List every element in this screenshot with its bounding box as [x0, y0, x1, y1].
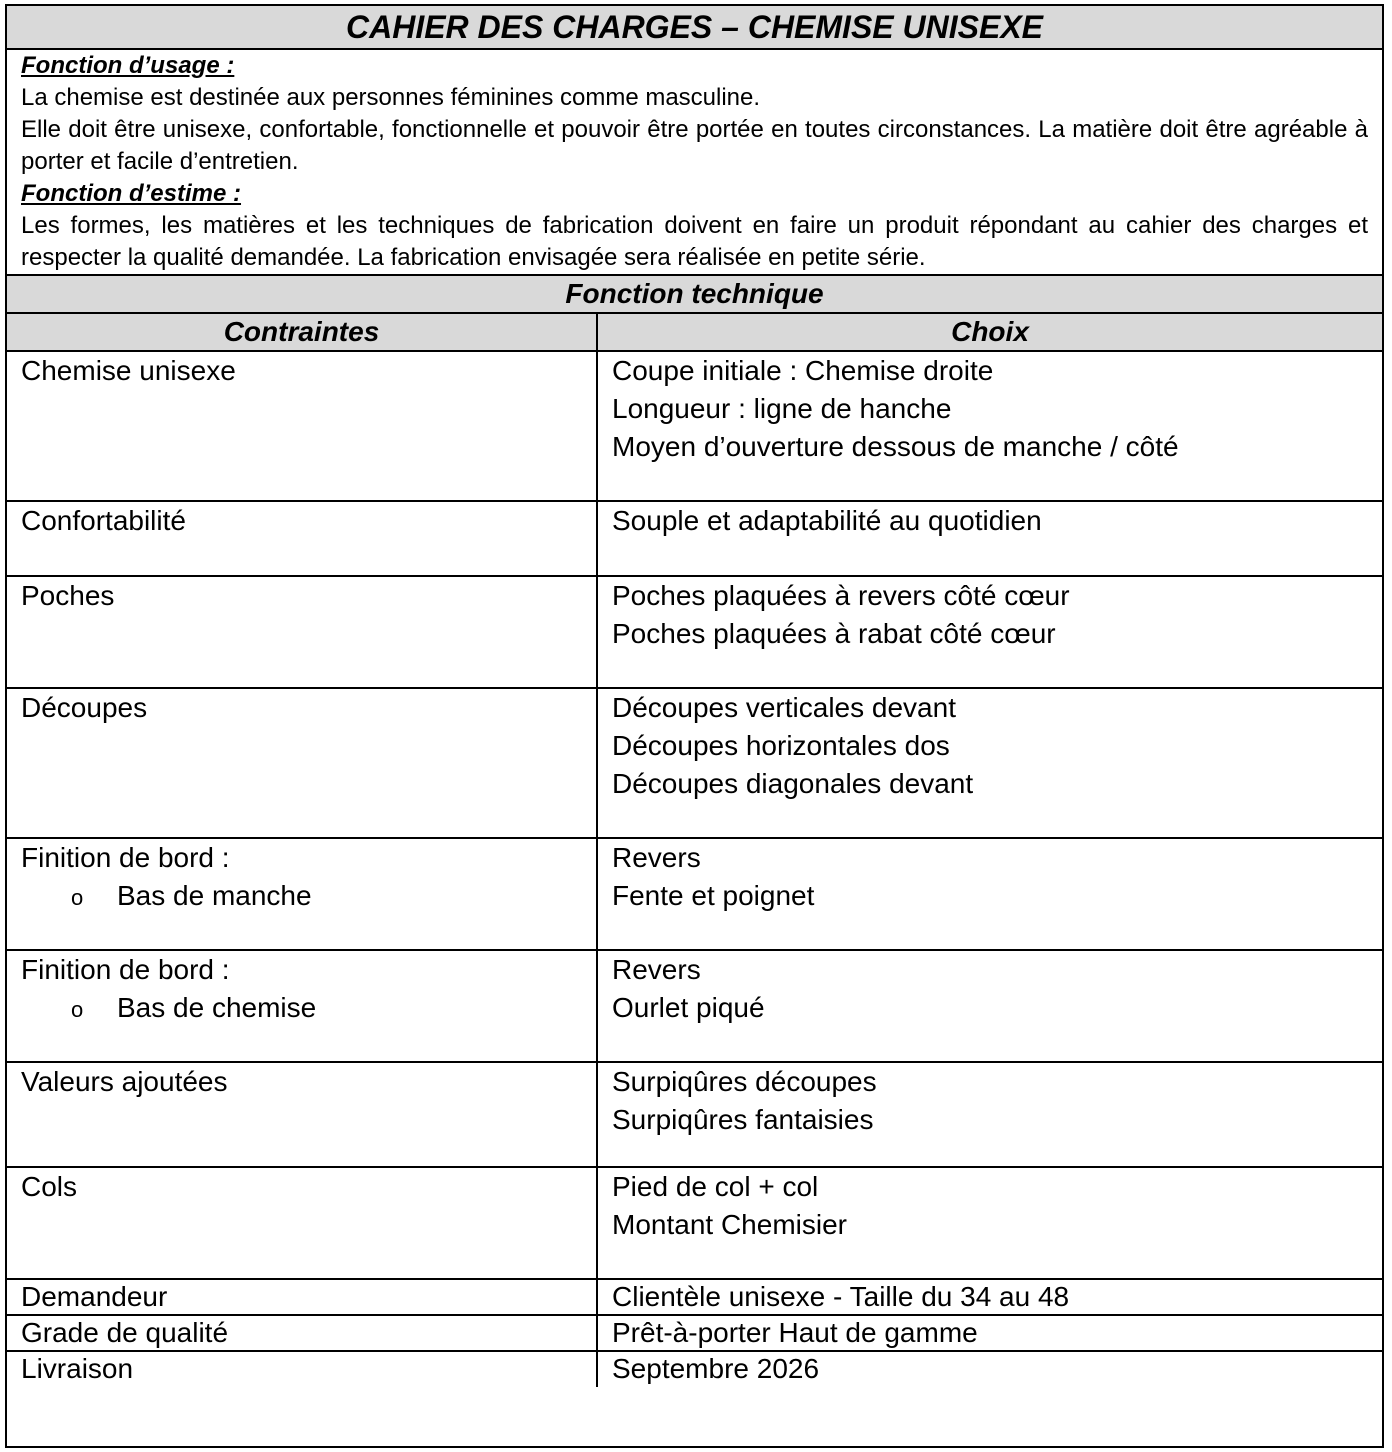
choix-item: Découpes verticales devant: [612, 692, 956, 723]
choix-cell: [597, 1062, 1382, 1167]
contrainte-cell: [7, 501, 597, 576]
contrainte-label: Découpes: [21, 692, 148, 723]
usage-line-2: Elle doit être unisexe, confortable, fonctionnelle et pouvoir être portée en toutes circonstances. La matière doit être agréable à porter et facile d’entretien.: [21, 116, 1368, 175]
contrainte-cell: [7, 576, 597, 688]
table-row: [7, 950, 1382, 1062]
choix-item: Ourlet piqué: [612, 992, 765, 1023]
contrainte-label: Confortabilité: [21, 505, 186, 536]
document: [5, 4, 1384, 1448]
choix-item: Découpes diagonales devant: [612, 768, 974, 799]
choix-cell: [597, 351, 1382, 501]
choix-item: Revers: [612, 842, 701, 873]
choix-item: Surpiqûres découpes: [612, 1066, 877, 1097]
choix-cell: [597, 501, 1382, 576]
table-row: [7, 688, 1382, 838]
contrainte-cell: [7, 1279, 597, 1315]
choix-item: Coupe initiale : Chemise droite: [612, 355, 994, 386]
bullet-icon: o: [71, 997, 84, 1022]
contrainte-cell: [7, 1315, 597, 1351]
choix-item: Revers: [612, 954, 701, 985]
contrainte-cell: [7, 1351, 597, 1387]
usage-heading: Fonction d’usage :: [21, 52, 235, 79]
contrainte-sub-label: Bas de chemise: [117, 992, 317, 1023]
table-row: [7, 838, 1382, 950]
table-row: [7, 1062, 1382, 1167]
contrainte-cell: [7, 1167, 597, 1279]
choix-item: Découpes horizontales dos: [612, 730, 950, 761]
choix-item: Souple et adaptabilité au quotidien: [612, 505, 1042, 536]
choix-cell: [597, 1351, 1382, 1387]
contrainte-label: Valeurs ajoutées: [21, 1066, 228, 1097]
contrainte-label: Chemise unisexe: [21, 355, 236, 386]
column-header-contraintes: Contraintes: [7, 313, 597, 351]
choix-item: Septembre 2026: [612, 1353, 820, 1384]
contrainte-sub-item: [21, 877, 582, 917]
choix-item: Poches plaquées à revers côté cœur: [612, 580, 1070, 611]
contrainte-cell: [7, 688, 597, 838]
choix-item: Fente et poignet: [612, 880, 815, 911]
contrainte-label: Finition de bord :: [21, 954, 230, 985]
table-row: [7, 576, 1382, 688]
contrainte-sub-label: Bas de manche: [117, 880, 312, 911]
choix-cell: [597, 1315, 1382, 1351]
choix-item: Montant Chemisier: [612, 1209, 847, 1240]
choix-cell: [597, 688, 1382, 838]
choix-cell: [597, 576, 1382, 688]
contrainte-cell: [7, 838, 597, 950]
table-body: [7, 351, 1382, 1387]
choix-cell: [597, 838, 1382, 950]
estime-text: Les formes, les matières et les techniques de fabrication doivent en faire un produit répondant au cahier des charges et respecter la qualité demandée. La fabrication envisagée sera réalisée en petite série.: [21, 212, 1368, 271]
table-row: [7, 1315, 1382, 1351]
usage-line-1: La chemise est destinée aux personnes féminines comme masculine.: [21, 84, 761, 111]
technique-table: [7, 276, 1382, 1387]
contrainte-cell: [7, 351, 597, 501]
table-row: [7, 1279, 1382, 1315]
document-title: CAHIER DES CHARGES – CHEMISE UNISEXE: [7, 6, 1382, 50]
choix-item: Prêt-à-porter Haut de gamme: [612, 1317, 978, 1348]
contrainte-cell: [7, 950, 597, 1062]
technique-heading: Fonction technique: [7, 276, 1382, 313]
table-row: [7, 1167, 1382, 1279]
bullet-icon: o: [71, 885, 84, 910]
table-row: [7, 351, 1382, 501]
choix-cell: [597, 1279, 1382, 1315]
contrainte-label: Grade de qualité: [21, 1317, 229, 1348]
contrainte-label: Cols: [21, 1171, 78, 1202]
choix-item: Clientèle unisexe - Taille du 34 au 48: [612, 1281, 1070, 1312]
estime-heading: Fonction d’estime :: [21, 180, 242, 207]
contrainte-label: Livraison: [21, 1353, 134, 1384]
column-header-choix: Choix: [597, 313, 1382, 351]
contrainte-label: Finition de bord :: [21, 842, 230, 873]
table-row: [7, 501, 1382, 576]
choix-item: Surpiqûres fantaisies: [612, 1104, 874, 1135]
intro-section: [7, 50, 1382, 276]
choix-cell: [597, 1167, 1382, 1279]
contrainte-cell: [7, 1062, 597, 1167]
choix-item: Moyen d’ouverture dessous de manche / côté: [612, 431, 1179, 462]
choix-item: Pied de col + col: [612, 1171, 819, 1202]
choix-item: Poches plaquées à rabat côté cœur: [612, 618, 1056, 649]
contrainte-sub-item: [21, 989, 582, 1029]
table-row: [7, 1351, 1382, 1387]
choix-cell: [597, 950, 1382, 1062]
contrainte-label: Poches: [21, 580, 115, 611]
contrainte-label: Demandeur: [21, 1281, 168, 1312]
choix-item: Longueur : ligne de hanche: [612, 393, 952, 424]
